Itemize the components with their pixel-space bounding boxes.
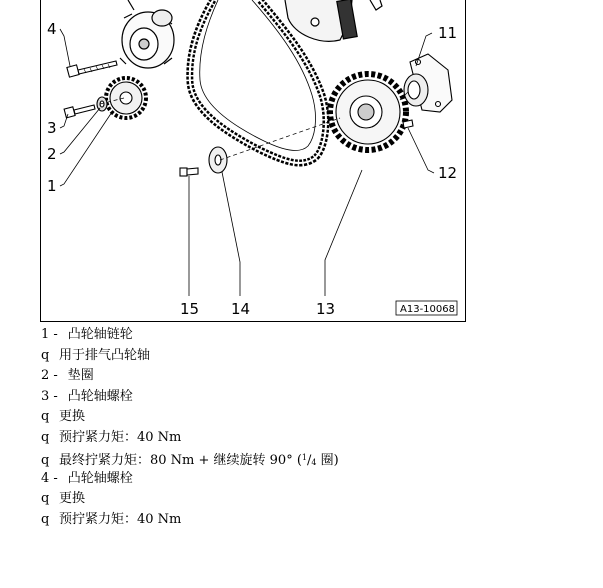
callout-11: 11 — [438, 24, 458, 42]
bullet-mark: q — [41, 347, 50, 363]
legend-note — [41, 489, 581, 510]
legend-item-1 — [41, 325, 581, 346]
legend-note — [41, 407, 581, 428]
camshaft-adjuster-drawing — [120, 0, 174, 68]
legend-mark: 4 - — [41, 470, 58, 486]
legend-text: 用于排气凸轮轴 — [59, 347, 151, 363]
figure-id-label: A13-10068 — [400, 304, 455, 315]
camshaft-bolt-4-drawing — [67, 61, 117, 77]
callout-4: 4 — [47, 20, 57, 38]
callout-15: 15 — [180, 300, 200, 318]
legend-mark: 1 - — [41, 327, 58, 342]
bullet-mark: q — [41, 429, 50, 445]
camshaft-sprocket-13-drawing — [330, 74, 406, 150]
bolt-15-and-washer-14-drawing — [180, 147, 227, 176]
callout-3: 3 — [47, 119, 57, 137]
bullet-mark: q — [41, 511, 50, 527]
bolt-3-and-washer-2-drawing — [64, 97, 107, 118]
legend-text: 凸轮轴螺栓 — [67, 470, 133, 486]
legend-text: 预拧紧力矩：40 Nm — [59, 511, 182, 527]
flange-11-drawing — [403, 54, 452, 128]
legend-text: 预拧紧力矩：40 Nm — [59, 429, 182, 445]
legend-mark: 2 - — [41, 368, 58, 383]
legend-text: 凸轮轴螺栓 — [67, 388, 133, 404]
callout-2: 2 — [47, 145, 57, 163]
callout-12: 12 — [438, 164, 458, 182]
legend-mark: 3 - — [41, 388, 58, 404]
legend-item-3 — [41, 387, 581, 408]
exploded-view-figure — [40, 0, 466, 322]
legend-note — [41, 510, 581, 531]
callout-1: 1 — [47, 177, 57, 195]
bullet-mark: q — [41, 409, 50, 424]
bullet-mark: q — [41, 453, 50, 468]
legend-text: 更换 — [59, 409, 86, 424]
parts-legend — [41, 325, 581, 530]
tensioner-housing-drawing — [285, 0, 382, 41]
callout-13: 13 — [316, 300, 336, 318]
legend-text-tail: 圈) — [316, 453, 339, 468]
legend-note — [41, 346, 581, 367]
callout-14: 14 — [231, 300, 251, 318]
bullet-mark: q — [41, 491, 50, 506]
callout-leader-lines — [60, 29, 434, 296]
fraction-denominator: 4 — [311, 458, 317, 467]
legend-text: 垫圈 — [67, 368, 94, 383]
fraction-numerator: 1 — [301, 453, 308, 462]
legend-note — [41, 428, 581, 449]
legend-text: 凸轮轴链轮 — [67, 327, 133, 342]
legend-item-2 — [41, 366, 581, 387]
figure-frame — [41, 0, 466, 322]
legend-text: 更换 — [59, 491, 86, 506]
legend-item-4 — [41, 469, 581, 490]
legend-text: 最终拧紧力矩：80 Nm + 继续旋转 90° ( — [59, 453, 302, 468]
legend-note: q 最终拧紧力矩：80 Nm + 继续旋转 90° ($^1/_4$ 圈) — [41, 448, 581, 469]
